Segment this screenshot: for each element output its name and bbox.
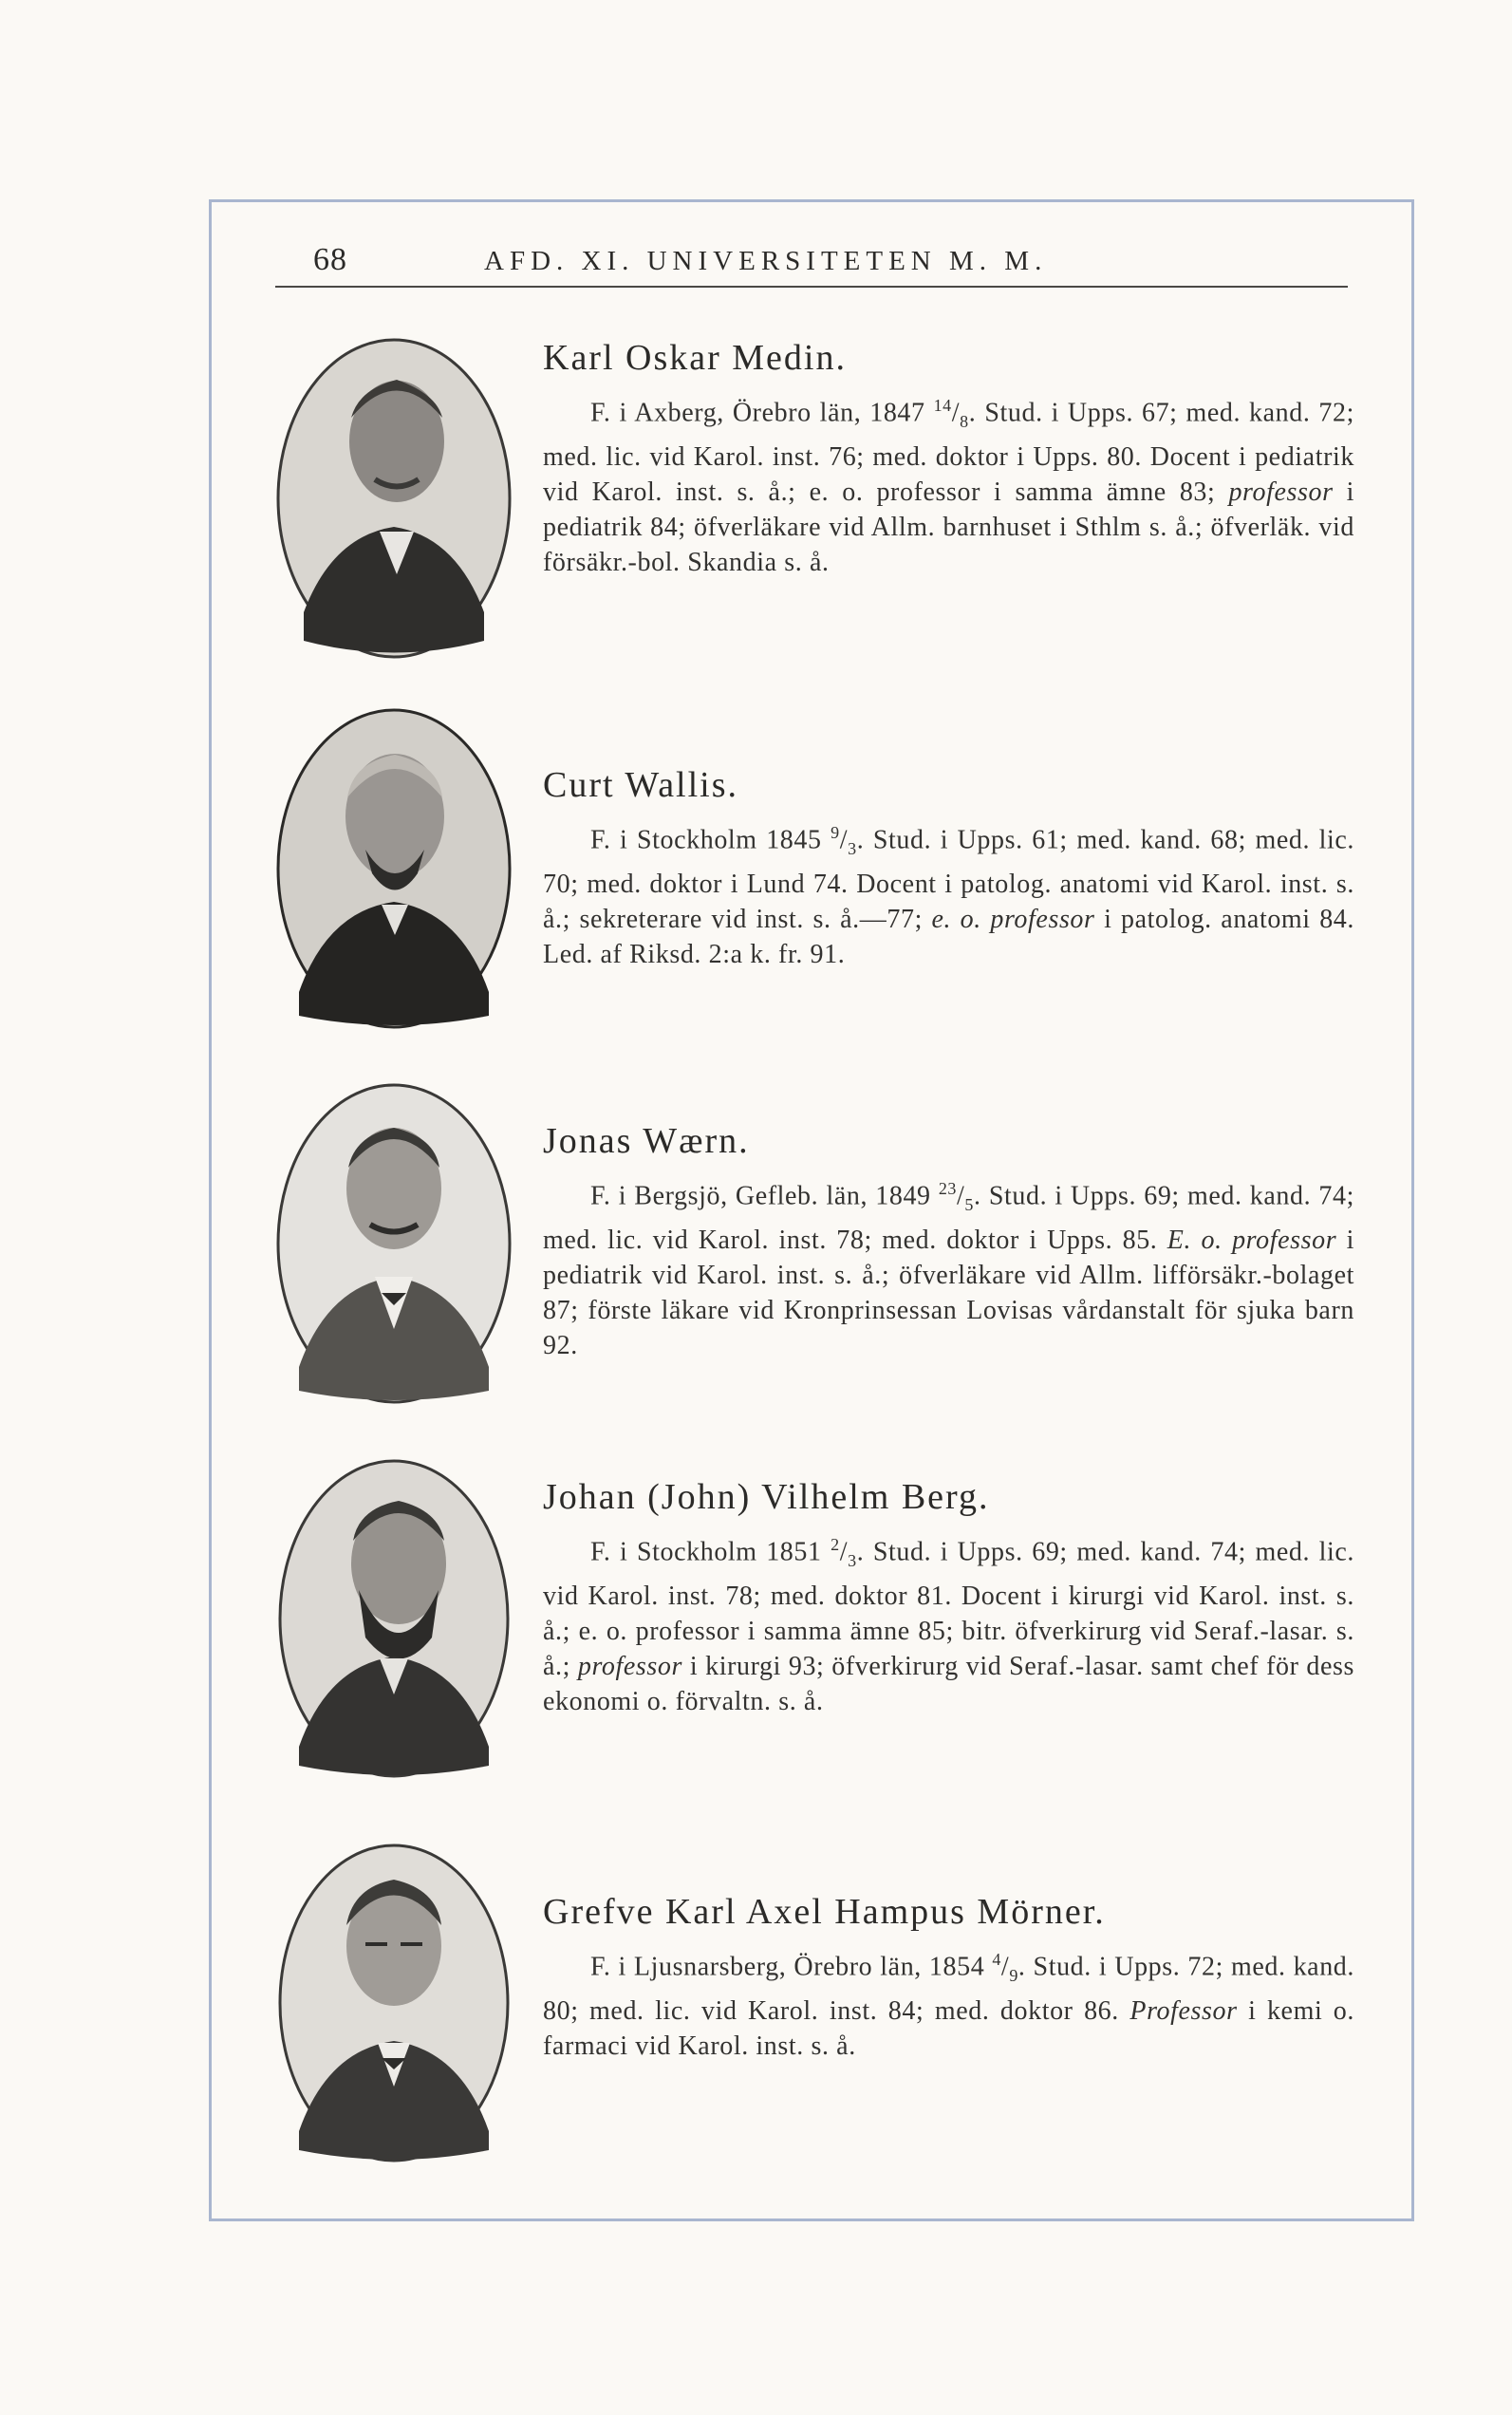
portrait-photo bbox=[275, 1457, 513, 1780]
portrait-oval-icon bbox=[275, 1842, 513, 2164]
person-biography: F. i Axberg, Örebro län, 1847 $^{14}/_8$. Stud. i Upps. 67; med. kand. 72; med. lic. vid Karol. inst. 76; med. doktor i Upps. 80. Docent i pediatrik vid Karol. inst. s. å.; e. o. professor i samma ämne 83; professor i pediatrik 84; öfverläkare vid Allm. barnhuset i Sthlm s. å.; öfverläk. vid försäkr.-bol. Skandia s. å. bbox=[543, 396, 1354, 577]
person-name: Karl Oskar Medin. bbox=[543, 338, 847, 378]
portrait-photo bbox=[275, 707, 513, 1030]
person-biography: F. i Stockholm 1851 $^2/_3$. Stud. i Upps. 69; med. kand. 74; med. lic. vid Karol. inst. 78; med. doktor 81. Docent i kirurgi vid Karol. inst. s. å.; e. o. professor i samma ämne 85; bitr. öfverkirurg vid Seraf.-lasar. s. å.; professor i kirurgi 93; öfverkirurg vid Seraf.-lasar. samt chef för dess ekonomi o. förvaltn. s. å. bbox=[543, 1535, 1354, 1716]
portrait-oval-icon bbox=[275, 1082, 513, 1405]
person-name: Jonas Wærn. bbox=[543, 1121, 750, 1161]
portrait-photo bbox=[275, 337, 513, 660]
portrait-oval-icon bbox=[275, 707, 513, 1030]
portrait-photo bbox=[275, 1842, 513, 2164]
portrait-oval-icon bbox=[275, 1457, 513, 1780]
portrait-photo bbox=[275, 1082, 513, 1405]
running-head bbox=[275, 242, 1348, 288]
portrait-oval-icon bbox=[275, 337, 513, 660]
person-biography: F. i Stockholm 1845 $^9/_3$. Stud. i Upps. 61; med. kand. 68; med. lic. 70; med. doktor i Lund 74. Docent i patolog. anatomi vid Karol. inst. s. å.; sekreterare vid inst. s. å.—77; e. o. professor i patolog. anatomi 84. Led. af Riksd. 2:a k. fr. 91. bbox=[543, 823, 1355, 969]
page-number: 68 bbox=[313, 242, 347, 277]
person-biography: F. i Ljusnarsberg, Örebro län, 1854 $^4/_9$. Stud. i Upps. 72; med. kand. 80; med. lic. vid Karol. inst. 84; med. doktor 86. Professor i kemi o. farmaci vid Karol. inst. s. å. bbox=[543, 1950, 1355, 2061]
section-title: AFD. XI. UNIVERSITETEN M. M. bbox=[484, 246, 1048, 276]
person-name: Johan (John) Vilhelm Berg. bbox=[543, 1477, 990, 1517]
person-name: Grefve Karl Axel Hampus Mörner. bbox=[543, 1892, 1106, 1932]
person-biography: F. i Bergsjö, Gefleb. län, 1849 $^{23}/_5$. Stud. i Upps. 69; med. kand. 74; med. lic. vid Karol. inst. 78; med. doktor i Upps. 85. E. o. professor i pediatrik vid Karol. inst. s. å.; öfverläkare vid Allm. lifförsäkr.-bolaget 87; förste läkare vid Kronprinsessan Lovisas vårdanstalt för sjuka barn 92. bbox=[543, 1179, 1354, 1360]
person-name: Curt Wallis. bbox=[543, 765, 739, 805]
